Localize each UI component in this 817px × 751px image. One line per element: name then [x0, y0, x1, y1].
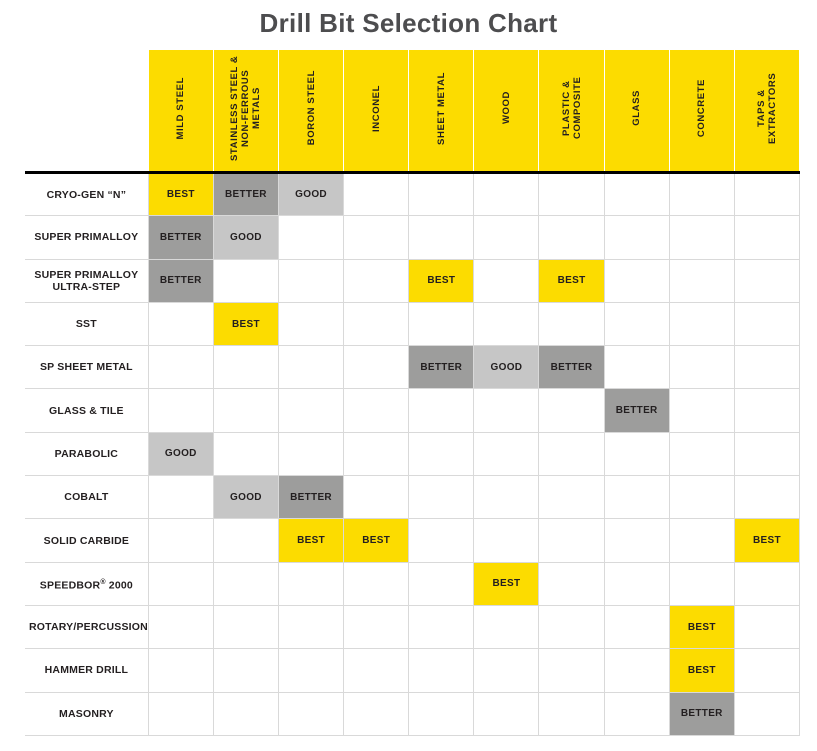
rating-cell-empty: [148, 562, 213, 605]
rating-cell-empty: [734, 216, 799, 259]
rating-cell-empty: [604, 432, 669, 475]
column-header-sheet-metal: [409, 50, 474, 173]
row-label: SUPER PRIMALLOY ULTRA-STEP: [25, 259, 148, 302]
rating-cell-empty: [669, 432, 734, 475]
rating-cell-empty: [278, 562, 343, 605]
rating-cell-empty: [148, 649, 213, 692]
rating-cell-empty: [278, 302, 343, 345]
rating-cell-empty: [539, 562, 604, 605]
column-header-label: WOOD: [500, 91, 512, 125]
row-label: SP SHEET METAL: [25, 346, 148, 389]
rating-cell-empty: [669, 562, 734, 605]
matrix-header-row: [25, 50, 800, 173]
column-header-plastic-composite: [539, 50, 604, 173]
rating-cell-empty: [148, 302, 213, 345]
rating-cell-empty: [474, 476, 539, 519]
rating-cell-empty: [213, 432, 278, 475]
rating-cell-empty: [604, 346, 669, 389]
column-header-taps-extractors: [734, 50, 799, 173]
rating-cell-empty: [474, 605, 539, 648]
rating-cell-good: GOOD: [148, 432, 213, 475]
rating-cell-empty: [539, 173, 604, 216]
rating-cell-empty: [539, 519, 604, 562]
rating-cell-empty: [604, 216, 669, 259]
rating-cell-empty: [734, 346, 799, 389]
rating-cell-empty: [148, 605, 213, 648]
rating-cell-empty: [278, 432, 343, 475]
rating-cell-empty: [409, 605, 474, 648]
rating-cell-empty: [278, 605, 343, 648]
rating-cell-empty: [539, 605, 604, 648]
rating-cell-empty: [604, 476, 669, 519]
rating-cell-empty: [669, 173, 734, 216]
rating-cell-empty: [278, 389, 343, 432]
rating-cell-better: BETTER: [148, 259, 213, 302]
rating-cell-empty: [669, 476, 734, 519]
rating-cell-good: GOOD: [474, 346, 539, 389]
column-header-label: TAPS & EXTRACTORS: [755, 72, 778, 144]
rating-cell-empty: [344, 649, 409, 692]
rating-cell-good: GOOD: [278, 173, 343, 216]
table-row: [25, 216, 800, 259]
column-header-label: MILD STEEL: [175, 76, 187, 140]
rating-cell-better: BETTER: [669, 692, 734, 735]
row-label: HAMMER DRILL: [25, 649, 148, 692]
drill-bit-selection-matrix: [25, 49, 800, 736]
rating-cell-empty: [278, 649, 343, 692]
rating-cell-best: BEST: [539, 259, 604, 302]
rating-cell-best: BEST: [474, 562, 539, 605]
table-row: [25, 259, 800, 302]
rating-cell-empty: [344, 216, 409, 259]
column-header-boron-steel: [278, 50, 343, 173]
rating-cell-better: BETTER: [539, 346, 604, 389]
row-label: COBALT: [25, 476, 148, 519]
rating-cell-empty: [539, 649, 604, 692]
rating-cell-empty: [344, 173, 409, 216]
rating-cell-empty: [409, 519, 474, 562]
rating-cell-empty: [734, 302, 799, 345]
rating-cell-empty: [344, 562, 409, 605]
column-header-wood: [474, 50, 539, 173]
matrix-body: [25, 173, 800, 736]
column-header-label: GLASS: [631, 90, 643, 126]
rating-cell-empty: [409, 476, 474, 519]
rating-cell-empty: [344, 389, 409, 432]
rating-cell-empty: [669, 302, 734, 345]
rating-cell-empty: [539, 476, 604, 519]
rating-cell-empty: [734, 649, 799, 692]
table-row: [25, 173, 800, 216]
rating-cell-empty: [669, 259, 734, 302]
table-row: [25, 519, 800, 562]
rating-cell-empty: [213, 259, 278, 302]
rating-cell-empty: [344, 692, 409, 735]
rating-cell-better: BETTER: [604, 389, 669, 432]
rating-cell-empty: [539, 432, 604, 475]
column-header-label: SHEET METAL: [435, 71, 447, 145]
rating-cell-empty: [409, 216, 474, 259]
rating-cell-better: BETTER: [148, 216, 213, 259]
rating-cell-empty: [344, 259, 409, 302]
rating-cell-empty: [474, 692, 539, 735]
rating-cell-empty: [539, 302, 604, 345]
column-header-label: CONCRETE: [696, 78, 708, 138]
rating-cell-empty: [734, 562, 799, 605]
rating-cell-empty: [474, 259, 539, 302]
column-header-glass: [604, 50, 669, 173]
column-header-label: STAINLESS STEEL & NON-FERROUS METALS: [229, 55, 263, 161]
rating-cell-empty: [148, 389, 213, 432]
rating-cell-empty: [409, 562, 474, 605]
rating-cell-empty: [734, 476, 799, 519]
rating-cell-empty: [734, 605, 799, 648]
rating-cell-empty: [539, 216, 604, 259]
rating-cell-empty: [409, 649, 474, 692]
row-label: SOLID CARBIDE: [25, 519, 148, 562]
rating-cell-empty: [409, 432, 474, 475]
rating-cell-empty: [213, 649, 278, 692]
column-header-stainless-steel-non-ferrous-metals: [213, 50, 278, 173]
rating-cell-empty: [669, 346, 734, 389]
table-row: [25, 302, 800, 345]
rating-cell-empty: [213, 562, 278, 605]
rating-cell-empty: [734, 173, 799, 216]
rating-cell-empty: [148, 519, 213, 562]
table-row: [25, 692, 800, 735]
rating-cell-empty: [344, 432, 409, 475]
page-title: Drill Bit Selection Chart: [259, 8, 558, 38]
row-label: CRYO-GEN “N”: [25, 173, 148, 216]
rating-cell-empty: [474, 173, 539, 216]
rating-cell-best: BEST: [278, 519, 343, 562]
rating-cell-empty: [409, 692, 474, 735]
rating-cell-best: BEST: [669, 605, 734, 648]
rating-cell-good: GOOD: [213, 216, 278, 259]
rating-cell-empty: [669, 519, 734, 562]
rating-cell-empty: [278, 346, 343, 389]
rating-cell-empty: [474, 432, 539, 475]
rating-cell-empty: [409, 302, 474, 345]
table-row: [25, 476, 800, 519]
row-label: GLASS & TILE: [25, 389, 148, 432]
rating-cell-empty: [213, 346, 278, 389]
rating-cell-better: BETTER: [278, 476, 343, 519]
rating-cell-empty: [409, 389, 474, 432]
column-header-label: INCONEL: [370, 84, 382, 132]
rating-cell-empty: [474, 389, 539, 432]
row-label: SPEEDBOR® 2000: [25, 562, 148, 605]
rating-cell-empty: [344, 605, 409, 648]
rating-cell-empty: [278, 259, 343, 302]
rating-cell-empty: [278, 692, 343, 735]
rating-cell-empty: [213, 519, 278, 562]
row-label: ROTARY/PERCUSSION: [25, 605, 148, 648]
rating-cell-better: BETTER: [213, 173, 278, 216]
row-label: MASONRY: [25, 692, 148, 735]
rating-cell-empty: [474, 519, 539, 562]
rating-cell-empty: [604, 692, 669, 735]
rating-cell-best: BEST: [409, 259, 474, 302]
column-header-inconel: [344, 50, 409, 173]
column-header-mild-steel: [148, 50, 213, 173]
rating-cell-empty: [278, 216, 343, 259]
table-row: [25, 562, 800, 605]
rating-cell-empty: [734, 432, 799, 475]
rating-cell-empty: [213, 692, 278, 735]
rating-cell-best: BEST: [734, 519, 799, 562]
rating-cell-empty: [604, 259, 669, 302]
rating-cell-best: BEST: [344, 519, 409, 562]
rating-cell-empty: [604, 562, 669, 605]
rating-cell-empty: [734, 389, 799, 432]
rating-cell-empty: [213, 605, 278, 648]
rating-cell-better: BETTER: [409, 346, 474, 389]
column-header-concrete: [669, 50, 734, 173]
rating-cell-empty: [344, 476, 409, 519]
rating-cell-empty: [604, 649, 669, 692]
rating-cell-empty: [539, 389, 604, 432]
rating-cell-empty: [669, 216, 734, 259]
rating-cell-empty: [474, 216, 539, 259]
rating-cell-empty: [409, 173, 474, 216]
rating-cell-empty: [669, 389, 734, 432]
rating-cell-empty: [539, 692, 604, 735]
rating-cell-empty: [734, 692, 799, 735]
rating-cell-good: GOOD: [213, 476, 278, 519]
column-header-label: PLASTIC & COMPOSITE: [560, 76, 583, 140]
column-header-label: BORON STEEL: [305, 70, 317, 146]
rating-cell-empty: [344, 302, 409, 345]
rating-cell-empty: [148, 346, 213, 389]
rating-cell-empty: [604, 605, 669, 648]
rating-cell-empty: [213, 389, 278, 432]
row-label: SST: [25, 302, 148, 345]
rating-cell-empty: [604, 302, 669, 345]
rating-cell-empty: [344, 346, 409, 389]
rating-cell-empty: [734, 259, 799, 302]
rating-cell-empty: [604, 173, 669, 216]
rating-cell-empty: [148, 692, 213, 735]
rating-cell-empty: [148, 476, 213, 519]
rating-cell-best: BEST: [148, 173, 213, 216]
row-label: SUPER PRIMALLOY: [25, 216, 148, 259]
row-label: PARABOLIC: [25, 432, 148, 475]
table-row: [25, 389, 800, 432]
rating-cell-empty: [474, 302, 539, 345]
matrix-corner-cell: [25, 50, 148, 173]
table-row: [25, 649, 800, 692]
rating-cell-empty: [474, 649, 539, 692]
rating-cell-best: BEST: [669, 649, 734, 692]
rating-cell-best: BEST: [213, 302, 278, 345]
table-row: [25, 432, 800, 475]
rating-cell-empty: [604, 519, 669, 562]
table-row: [25, 346, 800, 389]
table-row: [25, 605, 800, 648]
